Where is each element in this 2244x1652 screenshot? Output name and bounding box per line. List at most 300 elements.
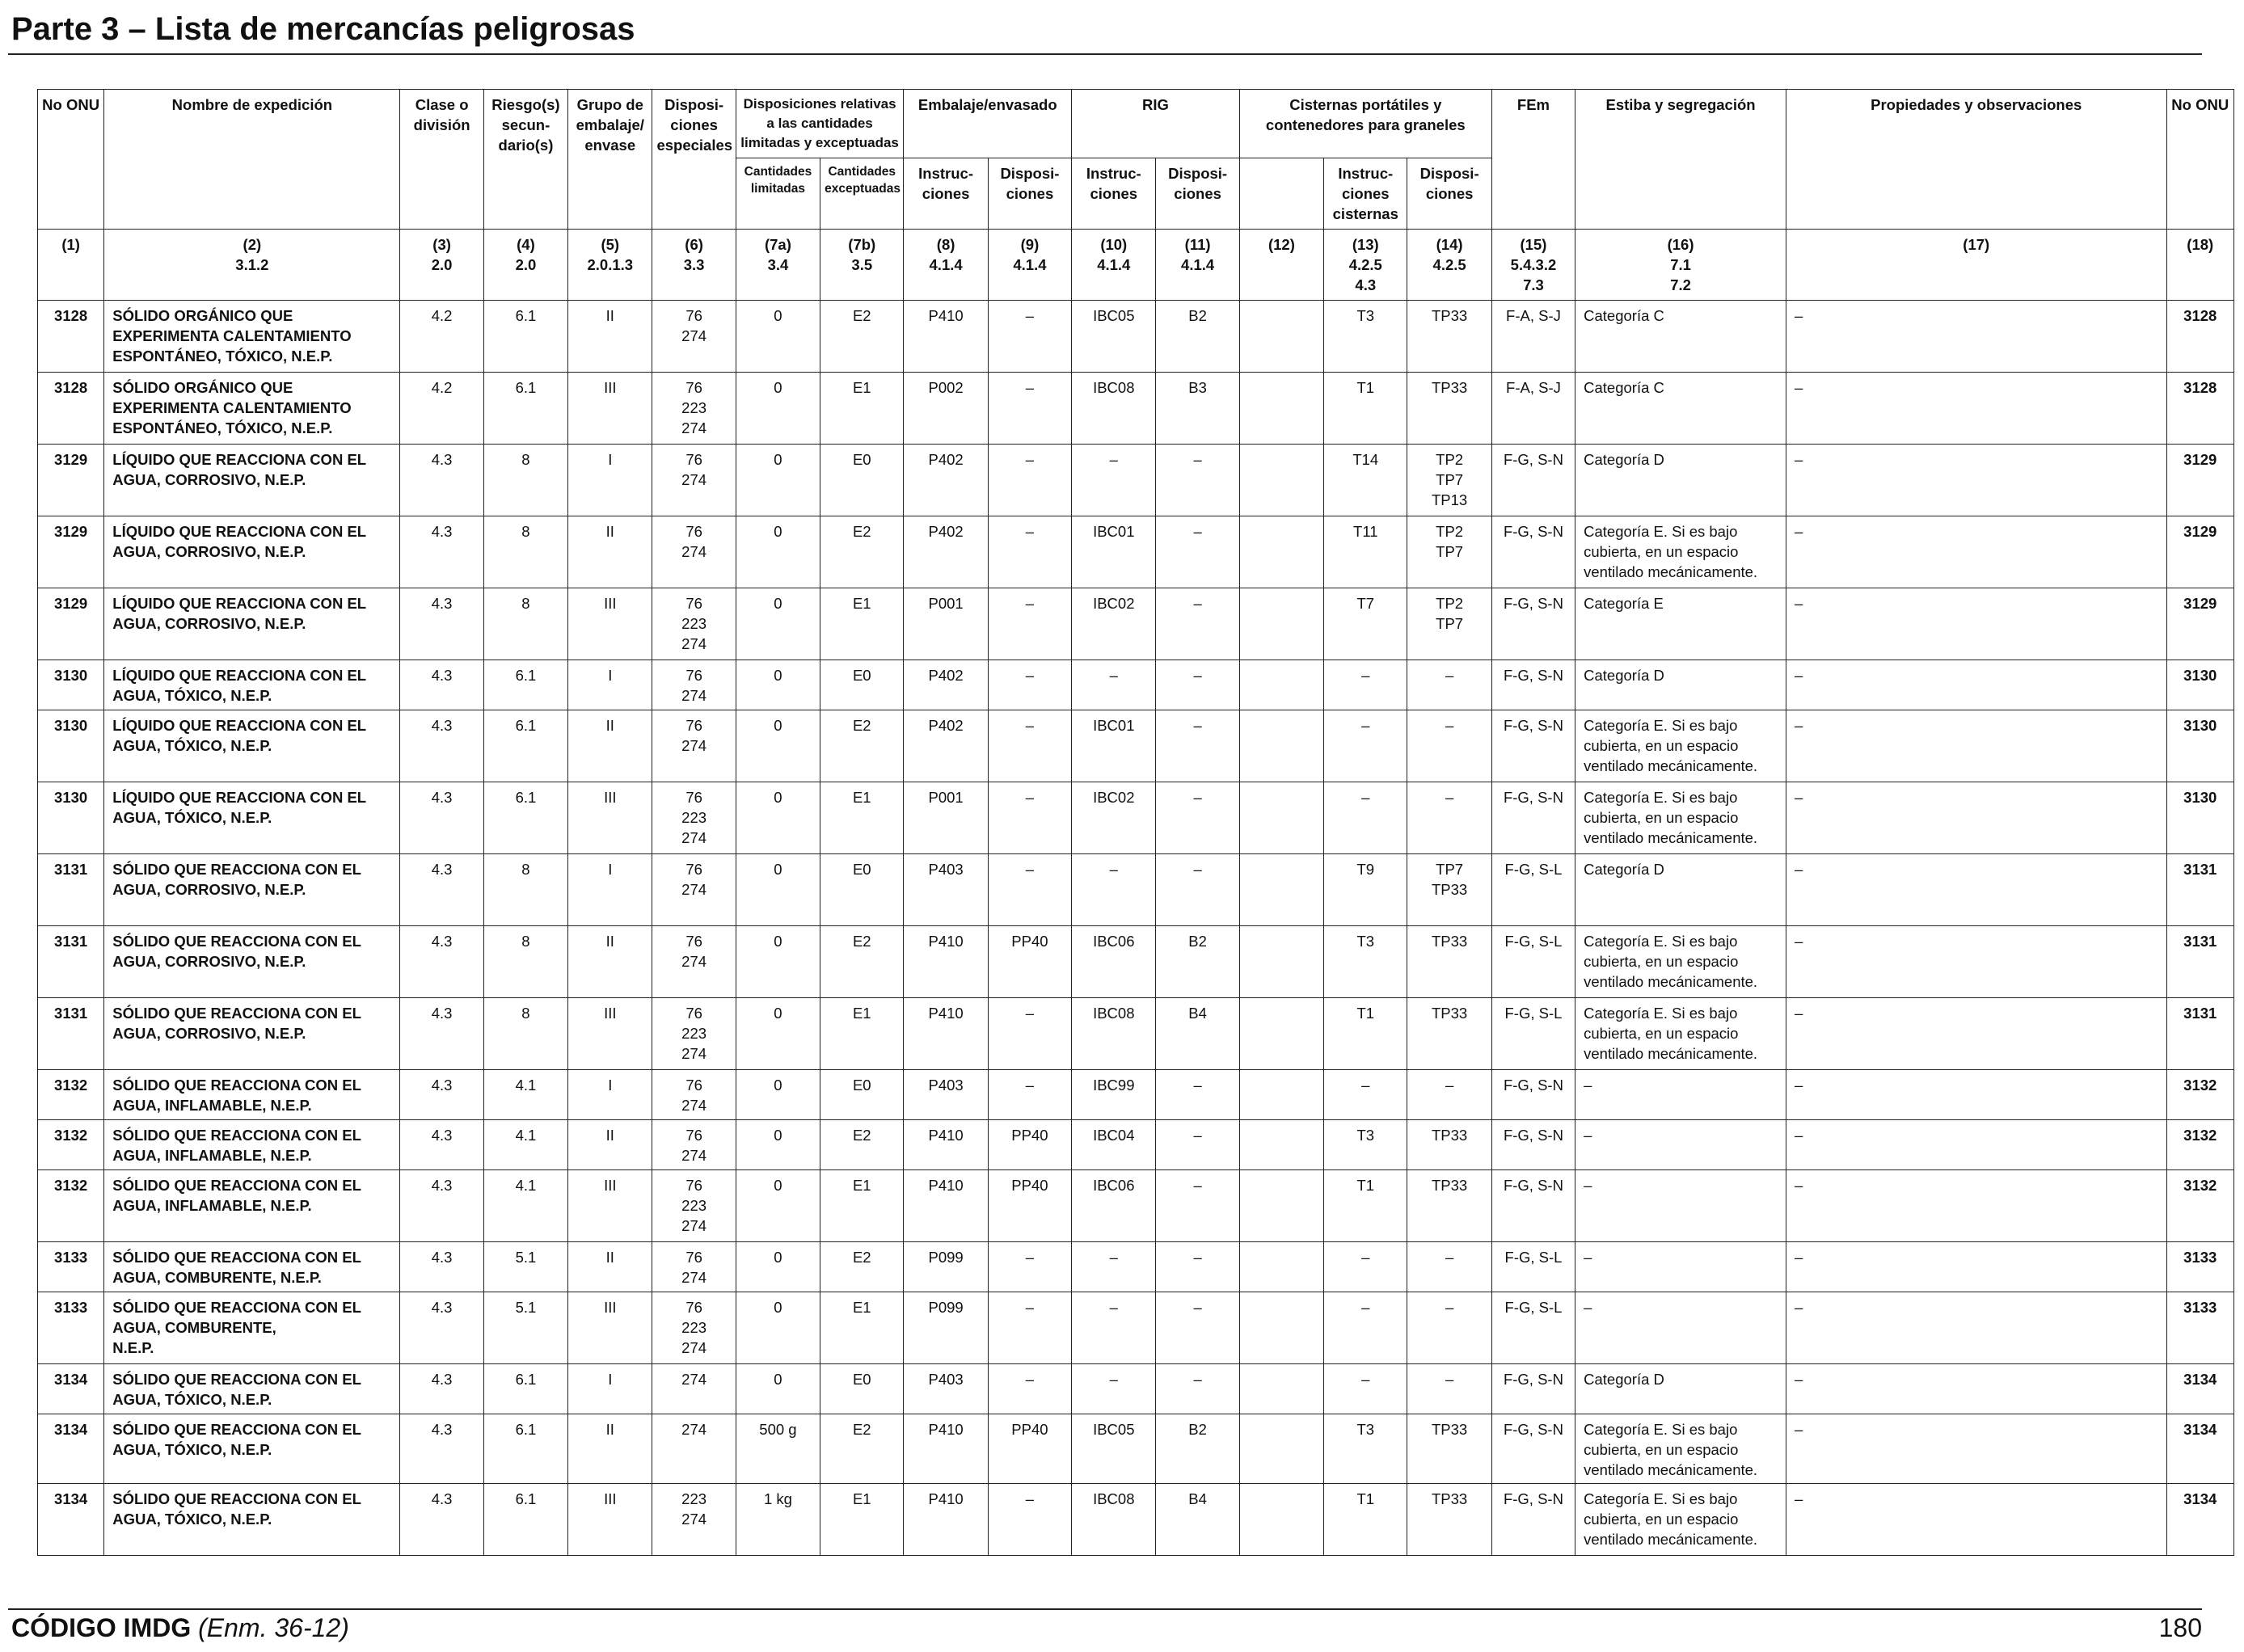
cell-excepted: E1	[820, 1170, 904, 1242]
footer-amendment: (Enm. 36-12)	[198, 1613, 349, 1642]
cell-ibc-instructions: IBC08	[1072, 373, 1156, 445]
cell-un-no-right: 3130	[2166, 710, 2234, 782]
header-ibc: RIG	[1072, 90, 1240, 158]
cell-special-provisions: 274	[652, 1364, 736, 1414]
cell-ibc-provisions: B4	[1156, 1484, 1239, 1556]
cell-excepted: E0	[820, 445, 904, 516]
cell-ibc-provisions: B3	[1156, 373, 1239, 445]
cell-class: 4.3	[400, 1120, 483, 1170]
cell-pkg-instructions: P002	[904, 373, 988, 445]
cell-excepted: E2	[820, 516, 904, 588]
cell-ibc-provisions: –	[1156, 710, 1239, 782]
cell-subsidiary: 6.1	[483, 1414, 567, 1484]
cell-un-no: 3131	[38, 854, 104, 926]
cell-properties: –	[1786, 1070, 2166, 1120]
cell-un-no-right: 3132	[2166, 1070, 2234, 1120]
cell-pkg-provisions: –	[988, 588, 1071, 660]
cell-packing-group: III	[568, 588, 652, 660]
cell-ibc-instructions: IBC02	[1072, 588, 1156, 660]
cell-pkg-provisions: –	[988, 445, 1071, 516]
ref-c6: (6) 3.3	[652, 230, 736, 301]
cell-un-no-right: 3132	[2166, 1120, 2234, 1170]
page-title: Parte 3 – Lista de mercancías peligrosas	[11, 11, 635, 47]
cell-properties: –	[1786, 1484, 2166, 1556]
cell-ems: F-G, S-L	[1491, 1242, 1575, 1292]
cell-ems: F-G, S-L	[1491, 854, 1575, 926]
cell-ems: F-G, S-N	[1491, 660, 1575, 710]
cell-ibc-provisions: B2	[1156, 926, 1239, 998]
cell-limited: 0	[736, 710, 820, 782]
cell-stowage: –	[1575, 1292, 1786, 1364]
cell-tank-provisions: TP2 TP7 TP13	[1407, 445, 1491, 516]
cell-un-no: 3129	[38, 445, 104, 516]
cell-ems: F-G, S-N	[1491, 1070, 1575, 1120]
cell-excepted: E2	[820, 926, 904, 998]
cell-special-provisions: 76 223 274	[652, 1292, 736, 1364]
cell-limited: 0	[736, 1242, 820, 1292]
cell-col12	[1239, 1364, 1323, 1414]
cell-un-no: 3132	[38, 1120, 104, 1170]
cell-limited: 0	[736, 588, 820, 660]
cell-ibc-instructions: IBC01	[1072, 710, 1156, 782]
cell-excepted: E2	[820, 1120, 904, 1170]
cell-properties: –	[1786, 926, 2166, 998]
cell-ems: F-G, S-N	[1491, 1120, 1575, 1170]
cell-tank-provisions: TP33	[1407, 998, 1491, 1070]
cell-pkg-provisions: –	[988, 1242, 1071, 1292]
cell-special-provisions: 76 274	[652, 854, 736, 926]
cell-class: 4.2	[400, 301, 483, 373]
table-body	[38, 301, 2234, 1556]
cell-pkg-provisions: PP40	[988, 926, 1071, 998]
cell-un-no-right: 3134	[2166, 1364, 2234, 1414]
cell-col12	[1239, 516, 1323, 588]
cell-name: LÍQUIDO QUE REACCIONA CON EL AGUA, CORROSIVO, N.E.P.	[104, 445, 400, 516]
cell-tank-provisions: TP33	[1407, 1484, 1491, 1556]
header-subsidiary: Riesgo(s) secun-dario(s)	[483, 90, 567, 230]
cell-col12	[1239, 1242, 1323, 1292]
table-header	[38, 90, 2234, 301]
cell-stowage: Categoría D	[1575, 854, 1786, 926]
cell-subsidiary: 4.1	[483, 1070, 567, 1120]
cell-class: 4.3	[400, 1364, 483, 1414]
cell-stowage: Categoría C	[1575, 373, 1786, 445]
header-special-provisions: Disposi-ciones especiales	[652, 90, 736, 230]
cell-special-provisions: 76 223 274	[652, 782, 736, 854]
cell-special-provisions: 76 274	[652, 1070, 736, 1120]
table-row	[38, 1170, 2234, 1242]
cell-properties: –	[1786, 301, 2166, 373]
cell-tank-instructions: T3	[1324, 301, 1407, 373]
cell-ibc-instructions: –	[1072, 445, 1156, 516]
cell-stowage: Categoría E. Si es bajo cubierta, en un espacio ventilado mecánicamente.	[1575, 1484, 1786, 1556]
cell-ibc-provisions: –	[1156, 445, 1239, 516]
cell-properties: –	[1786, 998, 2166, 1070]
cell-class: 4.3	[400, 1414, 483, 1484]
cell-subsidiary: 6.1	[483, 373, 567, 445]
cell-properties: –	[1786, 1292, 2166, 1364]
cell-ibc-provisions: –	[1156, 854, 1239, 926]
header-properties: Propiedades y observaciones	[1786, 90, 2166, 230]
cell-ibc-instructions: –	[1072, 1292, 1156, 1364]
header-un-no: No ONU	[38, 90, 104, 230]
cell-class: 4.3	[400, 854, 483, 926]
cell-un-no: 3131	[38, 998, 104, 1070]
cell-special-provisions: 76 274	[652, 1120, 736, 1170]
cell-pkg-instructions: P402	[904, 516, 988, 588]
table-row	[38, 445, 2234, 516]
cell-special-provisions: 76 274	[652, 660, 736, 710]
cell-class: 4.3	[400, 1242, 483, 1292]
cell-stowage: Categoría E. Si es bajo cubierta, en un espacio ventilado mecánicamente.	[1575, 782, 1786, 854]
ref-c2: (2) 3.1.2	[104, 230, 400, 301]
cell-pkg-provisions: –	[988, 373, 1071, 445]
cell-special-provisions: 76 223 274	[652, 1170, 736, 1242]
cell-un-no: 3129	[38, 516, 104, 588]
cell-un-no: 3128	[38, 301, 104, 373]
table-row	[38, 301, 2234, 373]
cell-class: 4.3	[400, 445, 483, 516]
cell-packing-group: II	[568, 516, 652, 588]
header-limited-excepted: Disposiciones relativas a las cantidades limitadas y exceptuadas	[736, 90, 904, 158]
cell-ibc-instructions: IBC02	[1072, 782, 1156, 854]
cell-pkg-instructions: P410	[904, 1414, 988, 1484]
cell-excepted: E2	[820, 1242, 904, 1292]
cell-subsidiary: 6.1	[483, 301, 567, 373]
table-row	[38, 710, 2234, 782]
cell-ibc-instructions: IBC04	[1072, 1120, 1156, 1170]
cell-stowage: Categoría E. Si es bajo cubierta, en un espacio ventilado mecánicamente.	[1575, 516, 1786, 588]
cell-properties: –	[1786, 516, 2166, 588]
cell-excepted: E2	[820, 301, 904, 373]
ref-c17: (17)	[1786, 230, 2166, 301]
cell-class: 4.3	[400, 926, 483, 998]
cell-properties: –	[1786, 660, 2166, 710]
cell-class: 4.3	[400, 516, 483, 588]
cell-limited: 0	[736, 998, 820, 1070]
cell-ibc-provisions: –	[1156, 1070, 1239, 1120]
cell-ibc-provisions: –	[1156, 782, 1239, 854]
cell-ems: F-A, S-J	[1491, 373, 1575, 445]
cell-ibc-instructions: –	[1072, 660, 1156, 710]
cell-col12	[1239, 926, 1323, 998]
cell-pkg-instructions: P402	[904, 660, 988, 710]
cell-pkg-instructions: P001	[904, 588, 988, 660]
cell-col12	[1239, 1414, 1323, 1484]
cell-properties: –	[1786, 1414, 2166, 1484]
cell-packing-group: I	[568, 445, 652, 516]
cell-name: LÍQUIDO QUE REACCIONA CON EL AGUA, TÓXICO, N.E.P.	[104, 782, 400, 854]
cell-packing-group: III	[568, 782, 652, 854]
cell-subsidiary: 8	[483, 998, 567, 1070]
cell-properties: –	[1786, 445, 2166, 516]
page-number: 180	[2158, 1613, 2202, 1642]
cell-pkg-provisions: PP40	[988, 1120, 1071, 1170]
ref-c3: (3) 2.0	[400, 230, 483, 301]
cell-tank-instructions: T1	[1324, 998, 1407, 1070]
cell-ems: F-G, S-N	[1491, 1364, 1575, 1414]
table-row	[38, 1242, 2234, 1292]
cell-ems: F-G, S-L	[1491, 1292, 1575, 1364]
cell-pkg-instructions: P403	[904, 1364, 988, 1414]
cell-tank-provisions: –	[1407, 1292, 1491, 1364]
ref-c5: (5) 2.0.1.3	[568, 230, 652, 301]
cell-pkg-provisions: –	[988, 660, 1071, 710]
table-row	[38, 1414, 2234, 1484]
cell-name: SÓLIDO ORGÁNICO QUE EXPERIMENTA CALENTAMIENTO ESPONTÁNEO, TÓXICO, N.E.P.	[104, 301, 400, 373]
cell-subsidiary: 8	[483, 588, 567, 660]
cell-ibc-provisions: –	[1156, 1170, 1239, 1242]
cell-stowage: –	[1575, 1242, 1786, 1292]
cell-subsidiary: 6.1	[483, 710, 567, 782]
cell-ibc-provisions: –	[1156, 588, 1239, 660]
cell-name: SÓLIDO QUE REACCIONA CON EL AGUA, INFLAMABLE, N.E.P.	[104, 1120, 400, 1170]
cell-stowage: –	[1575, 1070, 1786, 1120]
cell-col12	[1239, 373, 1323, 445]
cell-col12	[1239, 301, 1323, 373]
cell-pkg-provisions: –	[988, 710, 1071, 782]
cell-ems: F-G, S-L	[1491, 998, 1575, 1070]
cell-un-no-right: 3133	[2166, 1292, 2234, 1364]
cell-tank-provisions: –	[1407, 1070, 1491, 1120]
cell-special-provisions: 76 223 274	[652, 373, 736, 445]
ref-c12: (12)	[1239, 230, 1323, 301]
cell-limited: 500 g	[736, 1414, 820, 1484]
cell-limited: 0	[736, 445, 820, 516]
cell-col12	[1239, 854, 1323, 926]
cell-excepted: E1	[820, 998, 904, 1070]
cell-col12	[1239, 660, 1323, 710]
ref-c7a: (7a) 3.4	[736, 230, 820, 301]
cell-pkg-instructions: P410	[904, 1170, 988, 1242]
cell-excepted: E0	[820, 854, 904, 926]
cell-ibc-instructions: IBC08	[1072, 998, 1156, 1070]
cell-ems: F-G, S-N	[1491, 782, 1575, 854]
cell-un-no: 3130	[38, 782, 104, 854]
cell-excepted: E1	[820, 1484, 904, 1556]
cell-col12	[1239, 1120, 1323, 1170]
cell-special-provisions: 76 274	[652, 445, 736, 516]
cell-pkg-provisions: –	[988, 1292, 1071, 1364]
footer-code-name: CÓDIGO IMDG	[11, 1613, 192, 1642]
cell-ibc-instructions: IBC05	[1072, 301, 1156, 373]
cell-special-provisions: 76 274	[652, 710, 736, 782]
cell-stowage: Categoría E	[1575, 588, 1786, 660]
cell-stowage: –	[1575, 1170, 1786, 1242]
cell-special-provisions: 76 274	[652, 516, 736, 588]
cell-pkg-instructions: P099	[904, 1242, 988, 1292]
cell-pkg-instructions: P410	[904, 1484, 988, 1556]
cell-subsidiary: 4.1	[483, 1120, 567, 1170]
cell-pkg-provisions: –	[988, 998, 1071, 1070]
cell-properties: –	[1786, 710, 2166, 782]
ref-c18: (18)	[2166, 230, 2234, 301]
cell-ems: F-A, S-J	[1491, 301, 1575, 373]
cell-name: SÓLIDO QUE REACCIONA CON EL AGUA, TÓXICO, N.E.P.	[104, 1414, 400, 1484]
cell-properties: –	[1786, 854, 2166, 926]
cell-tank-provisions: TP2 TP7	[1407, 516, 1491, 588]
cell-special-provisions: 223 274	[652, 1484, 736, 1556]
cell-tank-provisions: TP33	[1407, 373, 1491, 445]
cell-ibc-provisions: B2	[1156, 1414, 1239, 1484]
cell-pkg-provisions: –	[988, 1070, 1071, 1120]
table-row	[38, 854, 2234, 926]
cell-un-no-right: 3134	[2166, 1414, 2234, 1484]
cell-pkg-provisions: –	[988, 301, 1071, 373]
cell-properties: –	[1786, 782, 2166, 854]
cell-name: SÓLIDO QUE REACCIONA CON EL AGUA, COMBURENTE, N.E.P.	[104, 1242, 400, 1292]
cell-tank-provisions: –	[1407, 710, 1491, 782]
cell-subsidiary: 6.1	[483, 660, 567, 710]
cell-un-no-right: 3128	[2166, 301, 2234, 373]
cell-limited: 1 kg	[736, 1484, 820, 1556]
footer-code	[11, 1613, 349, 1643]
cell-tank-instructions: –	[1324, 1242, 1407, 1292]
cell-tank-instructions: T3	[1324, 1120, 1407, 1170]
cell-tank-instructions: T11	[1324, 516, 1407, 588]
cell-tank-provisions: –	[1407, 660, 1491, 710]
cell-col12	[1239, 1170, 1323, 1242]
cell-ems: F-G, S-N	[1491, 588, 1575, 660]
ref-c4: (4) 2.0	[483, 230, 567, 301]
header-tank-instructions: Instruc-ciones cisternas	[1324, 158, 1407, 230]
ref-c8: (8) 4.1.4	[904, 230, 988, 301]
cell-col12	[1239, 998, 1323, 1070]
cell-special-provisions: 76 274	[652, 1242, 736, 1292]
cell-excepted: E1	[820, 588, 904, 660]
table-row	[38, 1484, 2234, 1556]
cell-packing-group: II	[568, 1242, 652, 1292]
header-class: Clase o división	[400, 90, 483, 230]
cell-tank-instructions: –	[1324, 782, 1407, 854]
cell-special-provisions: 76 223 274	[652, 588, 736, 660]
cell-un-no-right: 3131	[2166, 926, 2234, 998]
cell-tank-instructions: T1	[1324, 1170, 1407, 1242]
cell-ems: F-G, S-N	[1491, 445, 1575, 516]
cell-packing-group: I	[568, 1364, 652, 1414]
cell-tank-provisions: TP33	[1407, 926, 1491, 998]
table-row	[38, 1070, 2234, 1120]
cell-un-no: 3128	[38, 373, 104, 445]
cell-name: SÓLIDO QUE REACCIONA CON EL AGUA, TÓXICO, N.E.P.	[104, 1364, 400, 1414]
cell-name: SÓLIDO QUE REACCIONA CON EL AGUA, CORROSIVO, N.E.P.	[104, 926, 400, 998]
cell-name: SÓLIDO QUE REACCIONA CON EL AGUA, INFLAMABLE, N.E.P.	[104, 1170, 400, 1242]
cell-properties: –	[1786, 373, 2166, 445]
header-name: Nombre de expedición	[104, 90, 400, 230]
cell-ibc-instructions: IBC99	[1072, 1070, 1156, 1120]
cell-ibc-instructions: –	[1072, 854, 1156, 926]
header-un-no-right: No ONU	[2166, 90, 2234, 230]
cell-limited: 0	[736, 1292, 820, 1364]
table-row	[38, 1292, 2234, 1364]
cell-limited: 0	[736, 854, 820, 926]
cell-limited: 0	[736, 1170, 820, 1242]
cell-col12	[1239, 1484, 1323, 1556]
cell-subsidiary: 8	[483, 926, 567, 998]
cell-subsidiary: 8	[483, 516, 567, 588]
cell-properties: –	[1786, 588, 2166, 660]
cell-tank-instructions: T9	[1324, 854, 1407, 926]
cell-tank-instructions: –	[1324, 1070, 1407, 1120]
cell-limited: 0	[736, 926, 820, 998]
cell-packing-group: III	[568, 1484, 652, 1556]
cell-un-no: 3131	[38, 926, 104, 998]
cell-packing-group: III	[568, 1292, 652, 1364]
cell-excepted: E0	[820, 1070, 904, 1120]
cell-tank-instructions: T7	[1324, 588, 1407, 660]
cell-name: SÓLIDO QUE REACCIONA CON EL AGUA, CORROSIVO, N.E.P.	[104, 854, 400, 926]
cell-ems: F-G, S-N	[1491, 1170, 1575, 1242]
header-pkg-provisions: Disposi-ciones	[988, 158, 1071, 230]
cell-un-no-right: 3132	[2166, 1170, 2234, 1242]
cell-stowage: Categoría D	[1575, 445, 1786, 516]
cell-stowage: Categoría E. Si es bajo cubierta, en un espacio ventilado mecánicamente.	[1575, 1414, 1786, 1484]
cell-subsidiary: 6.1	[483, 1364, 567, 1414]
cell-un-no: 3133	[38, 1292, 104, 1364]
cell-pkg-instructions: P099	[904, 1292, 988, 1364]
cell-pkg-instructions: P410	[904, 1120, 988, 1170]
cell-subsidiary: 8	[483, 445, 567, 516]
cell-limited: 0	[736, 1364, 820, 1414]
cell-excepted: E1	[820, 373, 904, 445]
cell-col12	[1239, 1292, 1323, 1364]
title-rule	[8, 53, 2202, 55]
cell-pkg-provisions: –	[988, 854, 1071, 926]
cell-ibc-instructions: –	[1072, 1242, 1156, 1292]
cell-un-no-right: 3129	[2166, 516, 2234, 588]
cell-packing-group: I	[568, 1070, 652, 1120]
cell-tank-instructions: T3	[1324, 926, 1407, 998]
header-ibc-provisions: Disposi-ciones	[1156, 158, 1239, 230]
cell-pkg-provisions: –	[988, 516, 1071, 588]
cell-stowage: Categoría C	[1575, 301, 1786, 373]
cell-tank-instructions: –	[1324, 660, 1407, 710]
cell-col12	[1239, 782, 1323, 854]
cell-subsidiary: 5.1	[483, 1292, 567, 1364]
cell-tank-instructions: –	[1324, 1292, 1407, 1364]
ref-c14: (14) 4.2.5	[1407, 230, 1491, 301]
table-row	[38, 516, 2234, 588]
cell-tank-instructions: T1	[1324, 1484, 1407, 1556]
footer-rule	[8, 1608, 2202, 1610]
cell-ibc-instructions: IBC06	[1072, 926, 1156, 998]
cell-pkg-provisions: –	[988, 1364, 1071, 1414]
cell-class: 4.3	[400, 1292, 483, 1364]
cell-ems: F-G, S-N	[1491, 710, 1575, 782]
cell-tank-provisions: TP33	[1407, 1120, 1491, 1170]
cell-ems: F-G, S-N	[1491, 516, 1575, 588]
cell-name: SÓLIDO QUE REACCIONA CON EL AGUA, TÓXICO, N.E.P.	[104, 1484, 400, 1556]
table-row	[38, 1364, 2234, 1414]
cell-packing-group: II	[568, 301, 652, 373]
cell-un-no-right: 3128	[2166, 373, 2234, 445]
ref-c15: (15) 5.4.3.2 7.3	[1491, 230, 1575, 301]
cell-ibc-provisions: –	[1156, 1242, 1239, 1292]
cell-pkg-provisions: PP40	[988, 1170, 1071, 1242]
ref-c16: (16) 7.1 7.2	[1575, 230, 1786, 301]
cell-tank-provisions: –	[1407, 1242, 1491, 1292]
cell-ibc-instructions: IBC08	[1072, 1484, 1156, 1556]
cell-un-no: 3130	[38, 660, 104, 710]
cell-special-provisions: 274	[652, 1414, 736, 1484]
table-row	[38, 998, 2234, 1070]
cell-packing-group: III	[568, 998, 652, 1070]
ref-c7b: (7b) 3.5	[820, 230, 904, 301]
cell-pkg-instructions: P410	[904, 926, 988, 998]
cell-un-no: 3132	[38, 1070, 104, 1120]
cell-subsidiary: 4.1	[483, 1170, 567, 1242]
cell-tank-provisions: –	[1407, 782, 1491, 854]
